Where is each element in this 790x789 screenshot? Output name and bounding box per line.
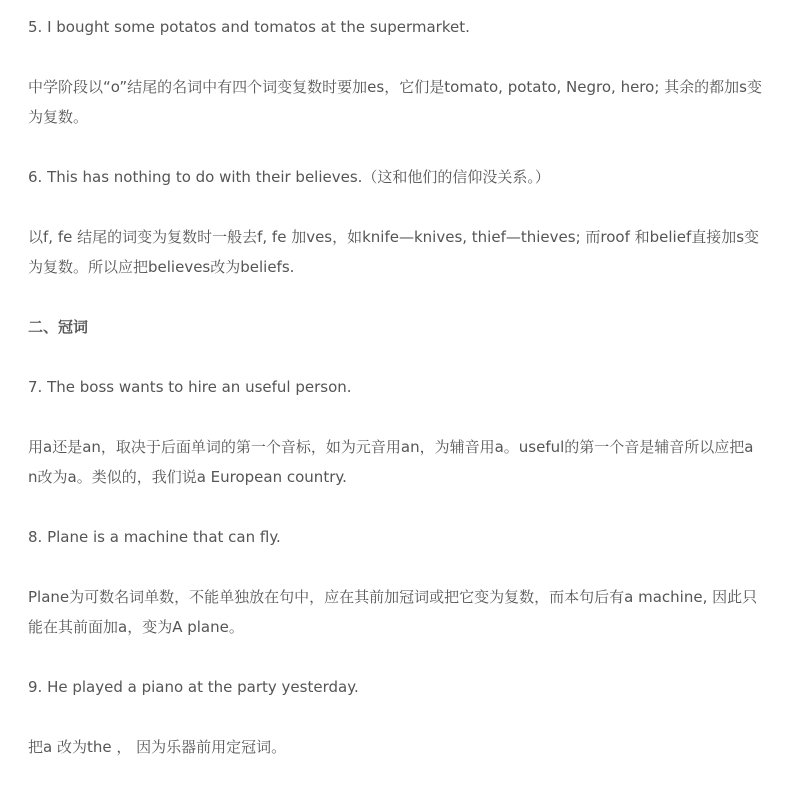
explanation-8: Plane为可数名词单数，不能单独放在句中，应在其前加冠词或把它变为复数，而本句后有a machine, 因此只能在其前面加a，变为A plane。 — [28, 588, 758, 636]
explanation-9: 把a 改为the ， 因为乐器前用定冠词。 — [28, 738, 287, 756]
explanation-6: 以f, fe 结尾的词变为复数时一般去f, fe 加ves，如knife—knives, thief—thieves; 而roof 和belief直接加s变为复数。所以应把believes改为beliefs. — [28, 228, 760, 276]
section-heading-articles: 二、冠词 — [28, 318, 89, 336]
example-sentence-5: 5. I bought some potatos and tomatos at the supermarket. — [28, 18, 470, 36]
example-sentence-6: 6. This has nothing to do with their believes.（这和他们的信仰没关系。） — [28, 168, 550, 186]
example-sentence-8: 8. Plane is a machine that can fly. — [28, 528, 281, 546]
example-sentence-9: 9. He played a piano at the party yesterday. — [28, 678, 359, 696]
explanation-5: 中学阶段以“o”结尾的名词中有四个词变复数时要加es，它们是tomato, potato, Negro, hero; 其余的都加s变为复数。 — [28, 78, 762, 126]
explanation-7: 用a还是an，取决于后面单词的第一个音标，如为元音用an，为辅音用a。useful的第一个音是辅音所以应把an改为a。类似的，我们说a European country. — [28, 438, 754, 486]
example-sentence-7: 7. The boss wants to hire an useful person. — [28, 378, 352, 396]
